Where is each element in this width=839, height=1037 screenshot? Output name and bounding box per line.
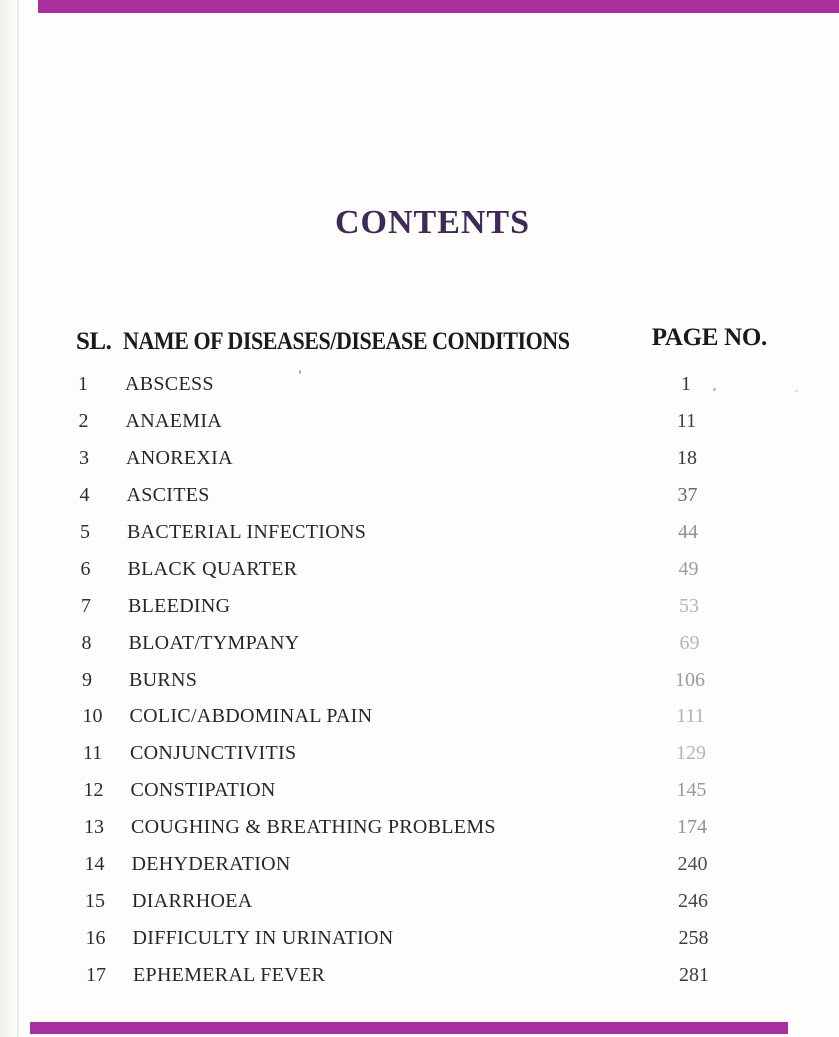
page-title: CONTENTS <box>334 204 531 241</box>
row-serial: 12 <box>83 779 104 802</box>
table-row <box>8 957 839 994</box>
bottom-border-bar <box>30 1022 788 1034</box>
row-serial: 7 <box>81 594 91 617</box>
table-row <box>2 477 839 514</box>
table-row <box>3 588 839 625</box>
table-row <box>6 809 839 846</box>
row-page-number: 53 <box>679 594 699 617</box>
row-page-number: 106 <box>675 668 705 691</box>
row-page-number: 18 <box>677 446 697 469</box>
row-disease-name: ABSCESS <box>125 373 214 395</box>
column-header-name: NAME OF DISEASES/DISEASE CONDITIONS <box>123 328 570 355</box>
row-page-number: 281 <box>679 964 709 986</box>
table-row <box>6 772 839 809</box>
row-serial: 11 <box>83 742 103 765</box>
row-disease-name: BLOAT/TYMPANY <box>128 631 300 654</box>
row-disease-name: BURNS <box>129 668 198 691</box>
row-serial: 1 <box>78 373 88 395</box>
table-row <box>5 698 839 735</box>
row-page-number: 49 <box>678 557 699 580</box>
row-disease-name: DIFFICULTY IN URINATION <box>132 927 394 950</box>
row-serial: 10 <box>82 705 103 728</box>
row-page-number: 11 <box>676 409 697 432</box>
row-page-number: 129 <box>676 742 706 765</box>
row-page-number: 240 <box>677 853 708 876</box>
row-page-number: 1 <box>681 373 691 395</box>
row-disease-name: DIARRHOEA <box>132 890 253 913</box>
row-serial: 8 <box>81 631 92 654</box>
table-row <box>1 440 839 477</box>
row-page-number: 69 <box>679 631 700 654</box>
row-disease-name: ANOREXIA <box>126 446 233 469</box>
row-serial: 5 <box>80 520 90 543</box>
column-header-serial: SL. <box>76 328 112 355</box>
row-disease-name: BACTERIAL INFECTIONS <box>127 520 367 543</box>
row-page-number: 111 <box>676 705 705 728</box>
row-page-number: 37 <box>677 483 698 506</box>
row-serial: 9 <box>82 668 92 691</box>
contents-list <box>0 366 839 994</box>
row-serial: 4 <box>79 483 90 506</box>
row-disease-name: ASCITES <box>126 483 210 506</box>
row-disease-name: DEHYDERATION <box>131 853 291 876</box>
table-row <box>7 883 839 920</box>
table-row <box>5 735 839 772</box>
table-row <box>4 625 839 662</box>
row-disease-name: COUGHING & BREATHING PROBLEMS <box>131 816 496 839</box>
row-page-number: 44 <box>678 520 698 543</box>
row-page-number: 258 <box>678 927 709 950</box>
row-disease-name: BLACK QUARTER <box>127 557 298 580</box>
row-disease-name: COLIC/ABDOMINAL PAIN <box>129 705 373 728</box>
table-row <box>2 514 839 551</box>
table-row <box>8 920 839 957</box>
row-serial: 3 <box>79 446 89 469</box>
row-disease-name: ANAEMIA <box>125 409 223 432</box>
row-disease-name: CONSTIPATION <box>130 779 276 802</box>
row-serial: 15 <box>85 890 105 913</box>
row-serial: 13 <box>84 816 104 839</box>
row-disease-name: CONJUNCTIVITIS <box>130 742 297 765</box>
table-row <box>0 366 839 403</box>
table-row <box>1 403 839 440</box>
table-row <box>7 846 839 883</box>
row-disease-name: EPHEMERAL FEVER <box>133 964 326 986</box>
row-serial: 6 <box>80 557 91 580</box>
row-serial: 14 <box>84 853 105 876</box>
row-disease-name: BLEEDING <box>128 594 231 617</box>
row-page-number: 246 <box>678 890 708 913</box>
row-serial: 16 <box>85 927 106 950</box>
table-row <box>3 551 839 588</box>
table-row <box>4 662 839 699</box>
top-border-bar <box>38 0 839 13</box>
row-serial: 17 <box>86 964 106 986</box>
row-page-number: 174 <box>677 816 707 839</box>
column-header-page: PAGE NO. <box>651 324 767 351</box>
row-serial: 2 <box>78 409 89 432</box>
row-page-number: 145 <box>676 779 707 802</box>
